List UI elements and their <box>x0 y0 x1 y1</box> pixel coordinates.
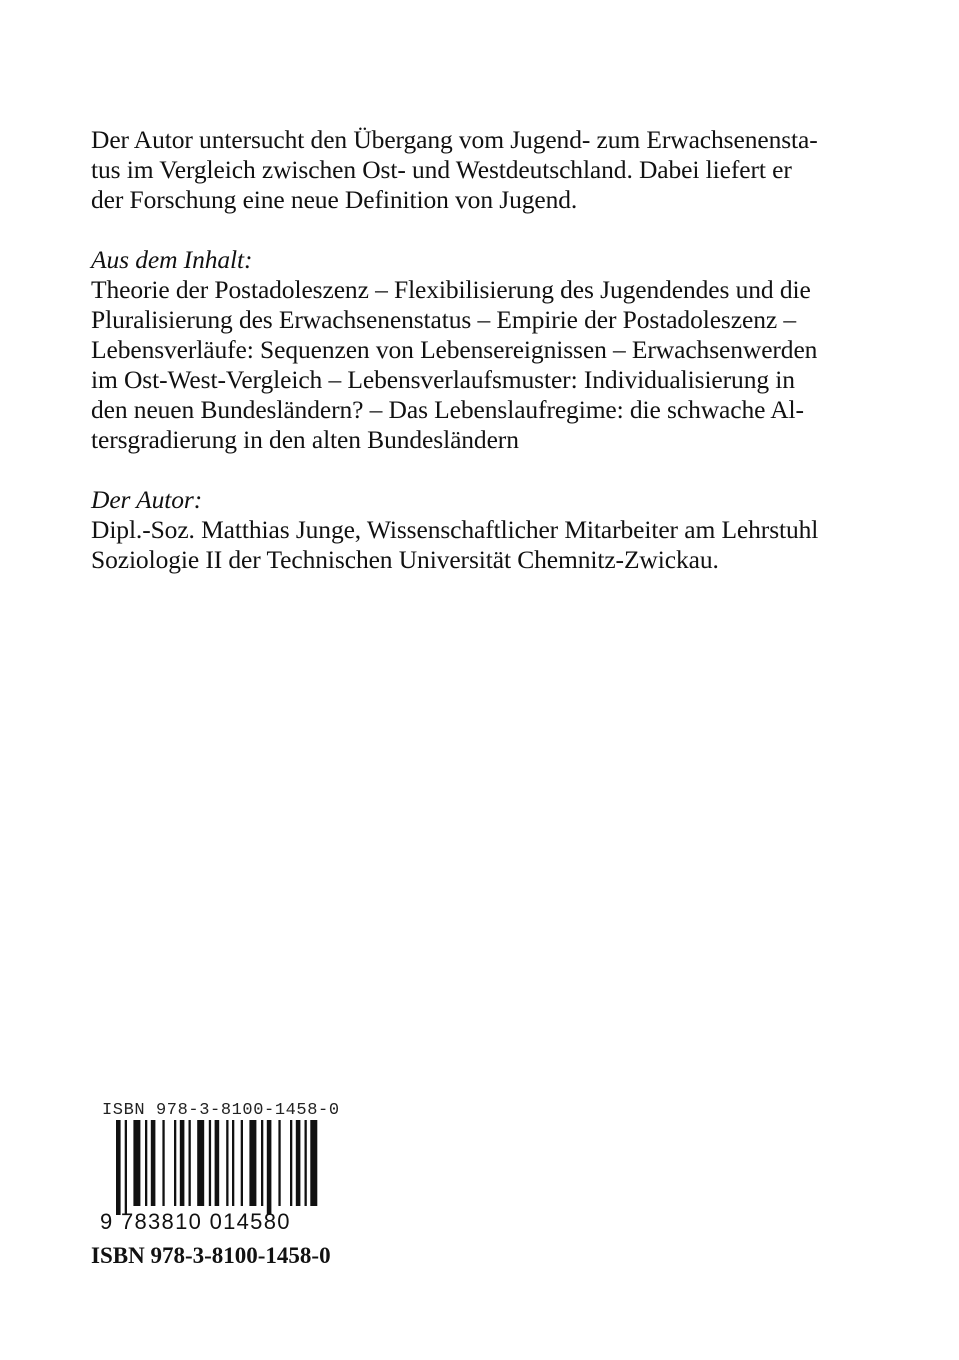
barcode-bar <box>215 1120 220 1206</box>
barcode-bar <box>209 1120 211 1206</box>
barcode-bar <box>116 1120 121 1215</box>
barcode-bar <box>125 1120 127 1215</box>
contents-line: Lebensverläufe: Sequenzen von Lebensereignissen – Erwachsenwerden <box>91 335 818 364</box>
barcode-bar <box>241 1120 243 1206</box>
barcode-bar <box>296 1120 301 1206</box>
contents-line: den neuen Bundesländern? – Das Lebenslaufregime: die schwache Al- <box>91 395 804 424</box>
intro-line: tus im Vergleich zwischen Ost- und Westdeutschland. Dabei liefert er <box>91 155 792 184</box>
barcode-bar <box>133 1120 140 1206</box>
barcode-bar <box>249 1120 256 1206</box>
contents-heading: Aus dem Inhalt: <box>91 245 253 274</box>
barcode-bar <box>232 1120 234 1206</box>
intro-line: der Forschung eine neue Definition von Jugend. <box>91 185 578 214</box>
barcode-bar <box>261 1120 263 1206</box>
barcode-digits: 9 783810 014580 <box>100 1209 291 1234</box>
barcode-bar <box>145 1120 147 1206</box>
barcode-bar <box>151 1120 156 1206</box>
author-heading: Der Autor: <box>91 485 203 514</box>
intro-line: Der Autor untersucht den Übergang vom Jugend- zum Erwachsenensta- <box>91 125 818 154</box>
barcode-bar <box>197 1120 204 1206</box>
barcode-bar <box>180 1120 185 1206</box>
barcode-bar <box>278 1120 280 1206</box>
contents-line: tersgradierung in den alten Bundesländern <box>91 425 519 454</box>
barcode-isbn-label: ISBN 978-3-8100-1458-0 <box>102 1101 340 1120</box>
author-section <box>91 485 891 575</box>
barcode-bar <box>267 1120 272 1215</box>
barcode-bar <box>305 1120 307 1206</box>
author-line: Dipl.-Soz. Matthias Junge, Wissenschaftlicher Mitarbeiter am Lehrstuhl <box>91 515 819 544</box>
author-line: Soziologie II der Technischen Universität Chemnitz-Zwickau. <box>91 545 719 574</box>
isbn-number: ISBN 978-3-8100-1458-0 <box>91 1243 331 1268</box>
barcode-bar <box>290 1120 292 1206</box>
barcode-bar <box>310 1120 317 1206</box>
barcode-bar <box>162 1120 164 1206</box>
barcode-icon <box>116 1120 326 1215</box>
barcode-bar <box>174 1120 176 1206</box>
contents-line: Pluralisierung des Erwachsenenstatus – Empirie der Postadoleszenz – <box>91 305 796 334</box>
contents-line: Theorie der Postadoleszenz – Flexibilisierung des Jugendendes und die <box>91 275 811 304</box>
barcode-bar <box>189 1120 191 1206</box>
contents-line: im Ost-West-Vergleich – Lebensverlaufsmuster: Individualisierung in <box>91 365 795 394</box>
intro-paragraph <box>91 125 891 215</box>
barcode-bar <box>226 1120 228 1206</box>
contents-section <box>91 245 891 455</box>
